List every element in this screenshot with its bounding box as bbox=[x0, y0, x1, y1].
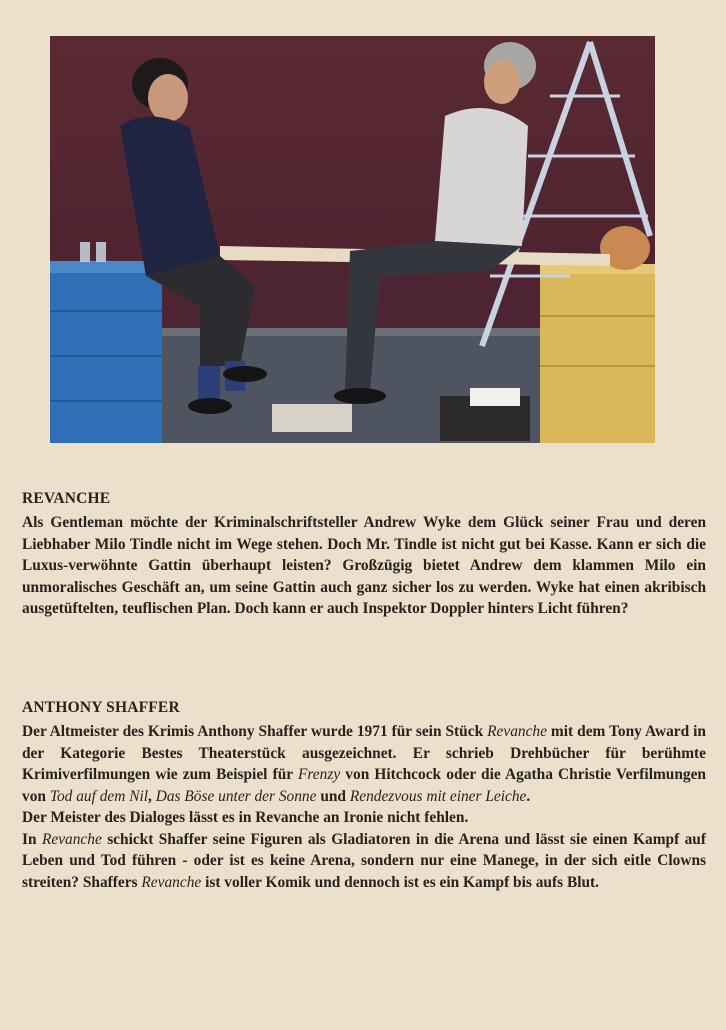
text-run: ist voller Komik und dennoch ist es ein Kampf bis aufs Blut. bbox=[201, 873, 600, 891]
text-run: , bbox=[148, 787, 156, 805]
revanche-section bbox=[22, 489, 706, 620]
shaffer-paragraph-2: Der Meister des Dialoges lässt es in Revanche an Ironie nicht fehlen. bbox=[22, 809, 469, 826]
film-title-frenzy: Frenzy bbox=[297, 766, 341, 783]
text-run: In bbox=[22, 830, 42, 848]
stage-photo-illustration bbox=[50, 36, 655, 443]
text-run: . bbox=[526, 787, 531, 805]
shaffer-paragraph-1 bbox=[22, 721, 706, 807]
text-run: Der Altmeister des Krimis Anthony Shaffer wurde 1971 für sein Stück bbox=[22, 723, 488, 740]
play-title-revanche: Revanche bbox=[41, 830, 102, 848]
play-title-revanche: Revanche bbox=[487, 723, 547, 740]
shaffer-paragraph-3 bbox=[22, 829, 706, 894]
film-title-leiche: Rendezvous mit einer Leiche bbox=[349, 787, 527, 805]
play-title-revanche: Revanche bbox=[141, 873, 202, 891]
stage-photo bbox=[50, 36, 655, 443]
shaffer-section bbox=[22, 698, 706, 893]
text-run: und bbox=[316, 787, 350, 805]
text-run: mit dem Tony Award in der Kategorie Bestes Theaterstück ausgezeichnet. Er schrieb Drehbücher für berühmte Krimiverfilmungen wie zum Beispiel für bbox=[22, 723, 706, 783]
shaffer-heading: ANTHONY SHAFFER bbox=[22, 699, 180, 716]
text-run: schickt Shaffer seine Figuren als Gladiatoren in die Arena und lässt sie einen Kampf auf Leben und Tod führen - oder ist es keine Arena, sondern nur eine Manege, in der sich eitle Clowns streiten? Shaffers bbox=[22, 830, 706, 891]
revanche-synopsis: Als Gentleman möchte der Kriminalschriftsteller Andrew Wyke dem Glück seiner Frau und deren Liebhaber Milo Tindle nicht im Wege stehen. Doch Mr. Tindle ist nicht gut bei Kasse. Kann er sich die Luxus-verwöhnte Gattin überhaupt leisten? Großzügig bietet Andrew dem klammen Milo ein unmoralisches Geschäft an, um seine Gattin auch ganz sicher los zu werden. Wyke hat einen akribisch ausgetüftelten, teuflischen Plan. Doch kann er auch Inspektor Doppler hinters Licht führen? bbox=[22, 514, 706, 617]
film-title-nil: Tod auf dem Nil bbox=[49, 787, 149, 805]
text-run: von Hitchcock oder die Agatha Christie Verfilmungen von bbox=[22, 766, 706, 805]
revanche-heading: REVANCHE bbox=[22, 490, 111, 507]
film-title-sonne: Das Böse unter der Sonne bbox=[155, 787, 317, 805]
